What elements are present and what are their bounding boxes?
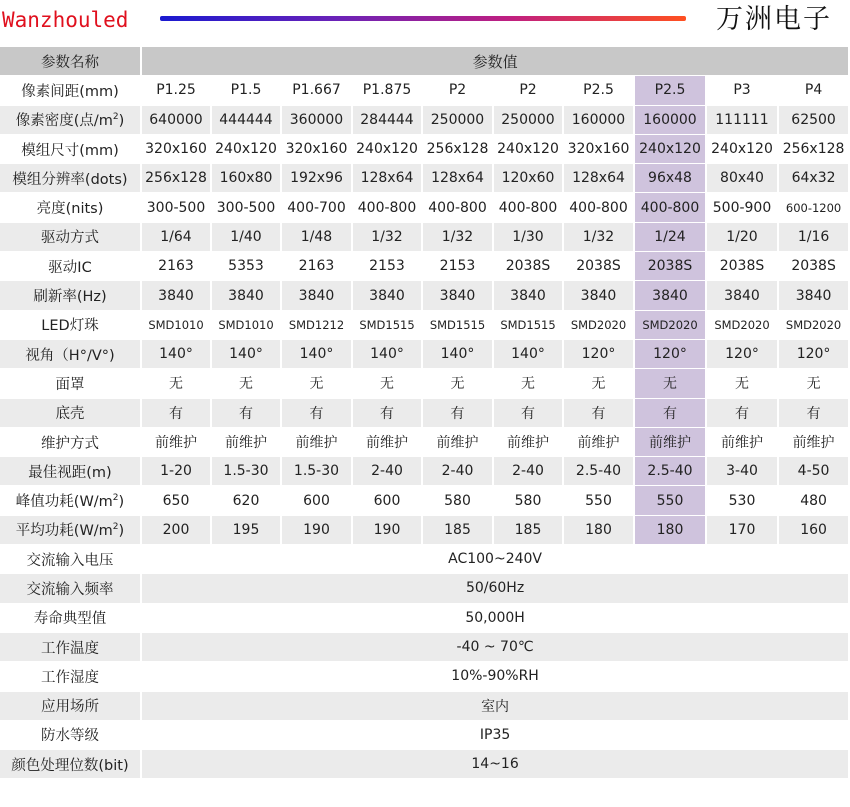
table-cell: 240x120 bbox=[212, 135, 282, 164]
table-cell: 120x60 bbox=[494, 164, 564, 193]
table-cell: 600 bbox=[282, 486, 353, 515]
table-cell: 192x96 bbox=[282, 164, 353, 193]
table-cell: 2163 bbox=[282, 252, 353, 281]
table-cell: 1/48 bbox=[282, 223, 353, 252]
table-row bbox=[0, 399, 850, 428]
table-cell: P1.667 bbox=[282, 76, 353, 105]
row-label: 驱动IC bbox=[0, 252, 142, 281]
table-cell: 444444 bbox=[212, 106, 282, 135]
table-cell: 140° bbox=[212, 340, 282, 369]
table-cell: 580 bbox=[494, 486, 564, 515]
brand-gradient-bar bbox=[160, 16, 686, 21]
table-cell: 无 bbox=[779, 369, 850, 398]
row-label: LED灯珠 bbox=[0, 311, 142, 340]
row-label bbox=[0, 516, 142, 545]
row-label: 交流输入频率 bbox=[0, 574, 142, 603]
table-cell: 1/24 bbox=[635, 223, 707, 252]
table-cell: 前维护 bbox=[707, 428, 779, 457]
table-row bbox=[0, 692, 850, 721]
table-cell: 1.5-30 bbox=[212, 457, 282, 486]
spec-table bbox=[0, 47, 850, 779]
table-cell: 620 bbox=[212, 486, 282, 515]
table-cell: 1/40 bbox=[212, 223, 282, 252]
table-cell: 无 bbox=[494, 369, 564, 398]
table-cell-span: 室内 bbox=[142, 692, 850, 721]
table-cell: SMD1010 bbox=[142, 311, 212, 340]
table-cell: 2038S bbox=[635, 252, 707, 281]
table-cell: 640000 bbox=[142, 106, 212, 135]
table-cell: 480 bbox=[779, 486, 850, 515]
table-cell: 无 bbox=[212, 369, 282, 398]
row-label-tail: ) bbox=[118, 113, 125, 130]
table-cell: 1.5-30 bbox=[282, 457, 353, 486]
spec-table-body bbox=[0, 47, 850, 779]
table-cell: 前维护 bbox=[353, 428, 423, 457]
table-cell: 3-40 bbox=[707, 457, 779, 486]
table-row bbox=[0, 135, 850, 164]
table-cell: SMD2020 bbox=[779, 311, 850, 340]
table-row bbox=[0, 193, 850, 222]
row-label-sup: 2 bbox=[112, 112, 119, 123]
table-cell: 180 bbox=[564, 516, 635, 545]
table-cell: 2153 bbox=[423, 252, 494, 281]
table-cell: 2.5-40 bbox=[564, 457, 635, 486]
table-cell: 320x160 bbox=[282, 135, 353, 164]
table-row bbox=[0, 574, 850, 603]
table-header-row bbox=[0, 47, 850, 76]
table-cell: 无 bbox=[282, 369, 353, 398]
table-cell: SMD2020 bbox=[707, 311, 779, 340]
table-cell: 160000 bbox=[564, 106, 635, 135]
table-cell: 185 bbox=[494, 516, 564, 545]
table-cell: 5353 bbox=[212, 252, 282, 281]
table-cell: P1.875 bbox=[353, 76, 423, 105]
table-row bbox=[0, 340, 850, 369]
table-cell: 200 bbox=[142, 516, 212, 545]
table-cell: 2038S bbox=[564, 252, 635, 281]
table-cell: SMD1515 bbox=[423, 311, 494, 340]
table-cell: 前维护 bbox=[494, 428, 564, 457]
table-row bbox=[0, 516, 850, 545]
table-cell: 1-20 bbox=[142, 457, 212, 486]
table-cell: 128x64 bbox=[564, 164, 635, 193]
row-label: 亮度(nits) bbox=[0, 193, 142, 222]
table-cell: 160x80 bbox=[212, 164, 282, 193]
row-label-sup: 2 bbox=[112, 522, 119, 533]
table-cell: 185 bbox=[423, 516, 494, 545]
table-cell: 140° bbox=[142, 340, 212, 369]
table-cell: 140° bbox=[494, 340, 564, 369]
table-cell: 250000 bbox=[423, 106, 494, 135]
row-label bbox=[0, 486, 142, 515]
table-cell: 80x40 bbox=[707, 164, 779, 193]
row-label: 防水等级 bbox=[0, 721, 142, 750]
table-cell: 600-1200 bbox=[779, 193, 850, 222]
table-cell: 前维护 bbox=[423, 428, 494, 457]
table-cell: 3840 bbox=[494, 281, 564, 310]
table-cell: 160000 bbox=[635, 106, 707, 135]
table-cell: P2 bbox=[423, 76, 494, 105]
table-cell: 140° bbox=[282, 340, 353, 369]
table-cell: 190 bbox=[353, 516, 423, 545]
table-cell: 111111 bbox=[707, 106, 779, 135]
table-cell: 1/16 bbox=[779, 223, 850, 252]
table-cell: SMD1010 bbox=[212, 311, 282, 340]
brand-logo-en: Wanzhouled bbox=[2, 8, 129, 32]
table-cell: 有 bbox=[212, 399, 282, 428]
table-cell: 2-40 bbox=[353, 457, 423, 486]
table-cell: 400-700 bbox=[282, 193, 353, 222]
table-row bbox=[0, 486, 850, 515]
table-cell: 128x64 bbox=[353, 164, 423, 193]
table-cell: 1/32 bbox=[564, 223, 635, 252]
table-cell: 2153 bbox=[353, 252, 423, 281]
table-cell: 2163 bbox=[142, 252, 212, 281]
table-row bbox=[0, 252, 850, 281]
table-cell: 400-800 bbox=[494, 193, 564, 222]
row-label: 工作温度 bbox=[0, 633, 142, 662]
row-label: 底壳 bbox=[0, 399, 142, 428]
table-cell: 195 bbox=[212, 516, 282, 545]
table-cell-span: AC100~240V bbox=[142, 545, 850, 574]
table-row bbox=[0, 604, 850, 633]
table-cell: 62500 bbox=[779, 106, 850, 135]
table-cell: 400-800 bbox=[423, 193, 494, 222]
row-label-main: 像素密度(点/m bbox=[15, 113, 113, 130]
table-cell: 前维护 bbox=[564, 428, 635, 457]
table-cell: 96x48 bbox=[635, 164, 707, 193]
table-cell: 无 bbox=[564, 369, 635, 398]
table-row bbox=[0, 662, 850, 691]
table-cell: 前维护 bbox=[212, 428, 282, 457]
table-cell: 4-50 bbox=[779, 457, 850, 486]
table-cell: 前维护 bbox=[779, 428, 850, 457]
row-label-sup: 2 bbox=[112, 493, 119, 504]
table-cell: 180 bbox=[635, 516, 707, 545]
table-cell: 120° bbox=[564, 340, 635, 369]
table-cell: 3840 bbox=[635, 281, 707, 310]
header-param-name: 参数名称 bbox=[0, 47, 142, 76]
table-cell: 170 bbox=[707, 516, 779, 545]
table-cell: 120° bbox=[707, 340, 779, 369]
table-row bbox=[0, 633, 850, 662]
table-cell: 320x160 bbox=[142, 135, 212, 164]
table-cell: 2038S bbox=[779, 252, 850, 281]
table-cell: SMD1515 bbox=[353, 311, 423, 340]
table-cell: 1/32 bbox=[353, 223, 423, 252]
table-cell-span: 50/60Hz bbox=[142, 574, 850, 603]
table-cell: 有 bbox=[707, 399, 779, 428]
table-cell: 1/32 bbox=[423, 223, 494, 252]
table-cell: 有 bbox=[564, 399, 635, 428]
table-cell: 284444 bbox=[353, 106, 423, 135]
table-cell: P2 bbox=[494, 76, 564, 105]
row-label: 交流输入电压 bbox=[0, 545, 142, 574]
table-cell: 1/30 bbox=[494, 223, 564, 252]
table-cell-span: 50,000H bbox=[142, 604, 850, 633]
table-cell: 有 bbox=[142, 399, 212, 428]
table-row bbox=[0, 545, 850, 574]
table-cell-span: IP35 bbox=[142, 721, 850, 750]
table-cell: 3840 bbox=[707, 281, 779, 310]
row-label: 最佳视距(m) bbox=[0, 457, 142, 486]
table-cell: 3840 bbox=[564, 281, 635, 310]
table-row bbox=[0, 76, 850, 105]
table-cell: 无 bbox=[353, 369, 423, 398]
row-label: 颜色处理位数(bit) bbox=[0, 750, 142, 779]
brand-name-cn: 万洲电子 bbox=[716, 4, 832, 35]
table-cell: 3840 bbox=[282, 281, 353, 310]
row-label: 工作湿度 bbox=[0, 662, 142, 691]
page-header bbox=[0, 0, 850, 40]
table-cell: 1/64 bbox=[142, 223, 212, 252]
table-cell: 无 bbox=[707, 369, 779, 398]
row-label: 驱动方式 bbox=[0, 223, 142, 252]
table-cell: SMD2020 bbox=[635, 311, 707, 340]
row-label-tail: ) bbox=[118, 523, 125, 540]
table-cell: 160 bbox=[779, 516, 850, 545]
table-cell: 2.5-40 bbox=[635, 457, 707, 486]
table-cell: 140° bbox=[423, 340, 494, 369]
row-label: 模组尺寸(mm) bbox=[0, 135, 142, 164]
table-cell: 400-800 bbox=[353, 193, 423, 222]
table-cell: 550 bbox=[635, 486, 707, 515]
table-cell: 无 bbox=[423, 369, 494, 398]
table-cell: 3840 bbox=[212, 281, 282, 310]
row-label bbox=[0, 106, 142, 135]
table-row bbox=[0, 311, 850, 340]
table-cell: 2038S bbox=[707, 252, 779, 281]
table-cell: 360000 bbox=[282, 106, 353, 135]
row-label: 视角（H°/V°) bbox=[0, 340, 142, 369]
table-cell: 2-40 bbox=[423, 457, 494, 486]
table-row bbox=[0, 223, 850, 252]
table-cell: 240x120 bbox=[707, 135, 779, 164]
table-cell: P2.5 bbox=[564, 76, 635, 105]
table-cell: 580 bbox=[423, 486, 494, 515]
table-cell: 500-900 bbox=[707, 193, 779, 222]
table-cell: 1/20 bbox=[707, 223, 779, 252]
table-cell: 前维护 bbox=[282, 428, 353, 457]
table-cell: 3840 bbox=[423, 281, 494, 310]
table-cell: SMD1212 bbox=[282, 311, 353, 340]
table-cell: 3840 bbox=[142, 281, 212, 310]
table-cell: 550 bbox=[564, 486, 635, 515]
table-cell: 2038S bbox=[494, 252, 564, 281]
table-row bbox=[0, 164, 850, 193]
table-cell: 400-800 bbox=[564, 193, 635, 222]
table-cell: 有 bbox=[779, 399, 850, 428]
table-cell-span: -40 ~ 70℃ bbox=[142, 633, 850, 662]
table-cell: 有 bbox=[494, 399, 564, 428]
row-label: 寿命典型值 bbox=[0, 604, 142, 633]
table-row bbox=[0, 428, 850, 457]
table-row bbox=[0, 750, 850, 779]
table-cell: 前维护 bbox=[635, 428, 707, 457]
header-param-value: 参数值 bbox=[142, 47, 850, 76]
table-cell: 3840 bbox=[353, 281, 423, 310]
table-cell-span: 10%-90%RH bbox=[142, 662, 850, 691]
table-cell: SMD1515 bbox=[494, 311, 564, 340]
row-label-main: 峰值功耗(W/m bbox=[15, 494, 113, 511]
table-cell: 400-800 bbox=[635, 193, 707, 222]
table-cell: 250000 bbox=[494, 106, 564, 135]
table-cell: P1.5 bbox=[212, 76, 282, 105]
table-cell: P3 bbox=[707, 76, 779, 105]
table-cell: 650 bbox=[142, 486, 212, 515]
table-cell: 300-500 bbox=[212, 193, 282, 222]
row-label: 模组分辨率(dots) bbox=[0, 164, 142, 193]
table-cell: 320x160 bbox=[564, 135, 635, 164]
table-cell: 600 bbox=[353, 486, 423, 515]
table-row bbox=[0, 281, 850, 310]
row-label-tail: ) bbox=[118, 494, 125, 511]
table-cell: 3840 bbox=[779, 281, 850, 310]
table-cell: 2-40 bbox=[494, 457, 564, 486]
row-label: 维护方式 bbox=[0, 428, 142, 457]
table-cell: 256x128 bbox=[142, 164, 212, 193]
table-cell: 140° bbox=[353, 340, 423, 369]
table-cell: 120° bbox=[635, 340, 707, 369]
row-label: 应用场所 bbox=[0, 692, 142, 721]
table-row bbox=[0, 457, 850, 486]
table-cell: 240x120 bbox=[494, 135, 564, 164]
row-label: 面罩 bbox=[0, 369, 142, 398]
table-cell: 300-500 bbox=[142, 193, 212, 222]
table-cell: P1.25 bbox=[142, 76, 212, 105]
table-cell: 前维护 bbox=[142, 428, 212, 457]
row-label: 刷新率(Hz) bbox=[0, 281, 142, 310]
table-cell: P2.5 bbox=[635, 76, 707, 105]
table-cell: 无 bbox=[635, 369, 707, 398]
table-cell: 530 bbox=[707, 486, 779, 515]
table-cell: 有 bbox=[423, 399, 494, 428]
table-cell: 190 bbox=[282, 516, 353, 545]
table-cell: SMD2020 bbox=[564, 311, 635, 340]
row-label: 像素间距(mm) bbox=[0, 76, 142, 105]
table-cell: 64x32 bbox=[779, 164, 850, 193]
table-cell: 240x120 bbox=[353, 135, 423, 164]
table-cell: 256x128 bbox=[423, 135, 494, 164]
table-cell: 有 bbox=[635, 399, 707, 428]
row-label-main: 平均功耗(W/m bbox=[15, 523, 113, 540]
table-cell: 128x64 bbox=[423, 164, 494, 193]
table-row bbox=[0, 369, 850, 398]
table-row bbox=[0, 106, 850, 135]
table-row bbox=[0, 721, 850, 750]
table-cell-span: 14~16 bbox=[142, 750, 850, 779]
table-cell: 无 bbox=[142, 369, 212, 398]
table-cell: 240x120 bbox=[635, 135, 707, 164]
table-cell: 256x128 bbox=[779, 135, 850, 164]
table-cell: 有 bbox=[282, 399, 353, 428]
table-cell: P4 bbox=[779, 76, 850, 105]
table-cell: 有 bbox=[353, 399, 423, 428]
table-cell: 120° bbox=[779, 340, 850, 369]
